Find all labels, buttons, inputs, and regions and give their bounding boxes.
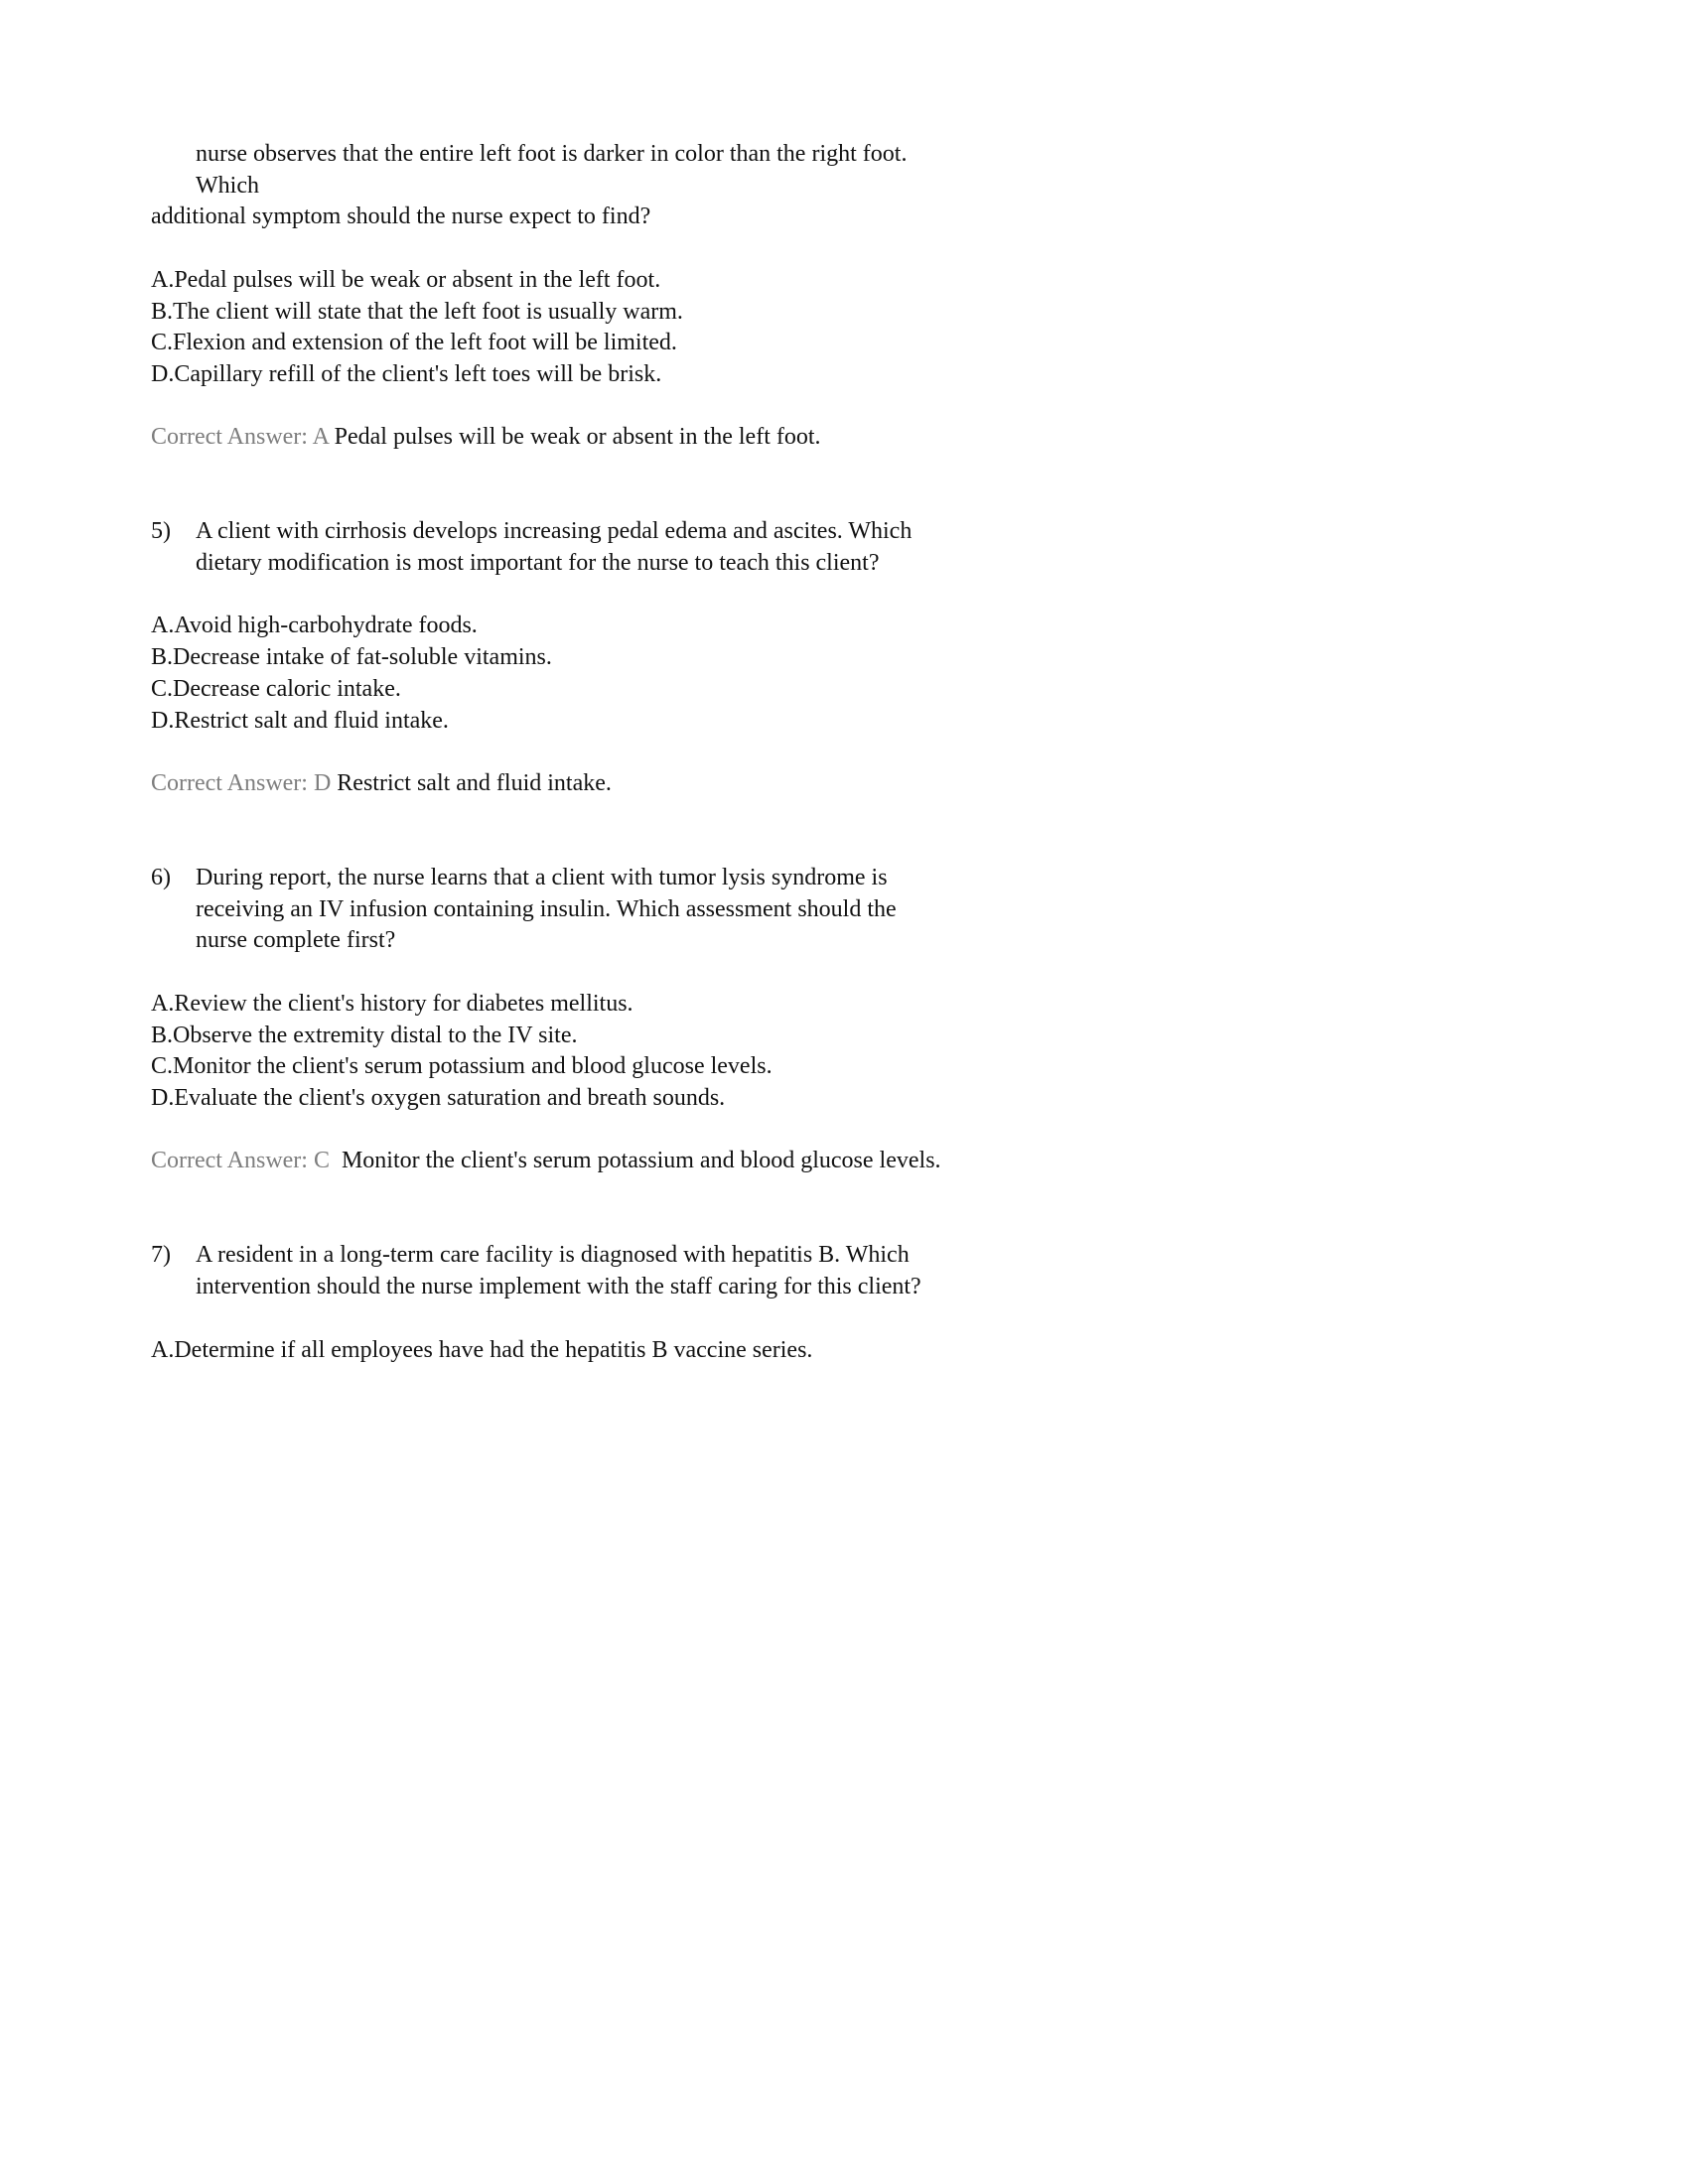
question5-stem (196, 516, 912, 579)
question6-option-a: A.Review the client's history for diabetes mellitus. (151, 990, 633, 1017)
question4-stem-line: Which (196, 172, 259, 199)
question5-option-b: B.Decrease intake of fat-soluble vitamins. (151, 644, 552, 671)
question6 (151, 863, 1539, 957)
question5-answer-line (151, 768, 1539, 800)
question4-option-a: A.Pedal pulses will be weak or absent in the left foot. (151, 266, 661, 293)
question4-option-d: D.Capillary refill of the client's left toes will be brisk. (151, 360, 662, 387)
question7 (151, 1240, 1539, 1302)
question6-option-d: D.Evaluate the client's oxygen saturation and breath sounds. (151, 1084, 726, 1111)
answer-label: Correct Answer: A (151, 424, 329, 451)
question7-stem (196, 1240, 921, 1302)
question5-option-a: A.Avoid high-carbohydrate foods. (151, 613, 478, 639)
answer-label: Correct Answer: C (151, 1148, 330, 1174)
question6-stem-line: nurse complete first? (196, 927, 396, 954)
question4-option-c: C.Flexion and extension of the left foot will be limited. (151, 330, 677, 356)
answer-text: Restrict salt and fluid intake. (337, 769, 612, 796)
question7-number: 7) (151, 1242, 171, 1269)
question7-option-a: A.Determine if all employees have had the hepatitis B vaccine series. (151, 1336, 813, 1363)
question5-option-d: D.Restrict salt and fluid intake. (151, 707, 449, 734)
question6-option-c: C.Monitor the client's serum potassium and blood glucose levels. (151, 1053, 773, 1080)
question6-stem (196, 863, 897, 957)
spacer (151, 1115, 1539, 1147)
question4-stem-line: nurse observes that the entire left foot is darker in color than the right foot. (196, 141, 908, 167)
question6-number: 6) (151, 865, 171, 891)
answer-label: Correct Answer: D (151, 769, 332, 796)
question5-stem-line: A client with cirrhosis develops increasing pedal edema and ascites. Which (196, 518, 913, 545)
spacer (151, 1303, 1539, 1335)
spacer (151, 391, 1539, 423)
spacer (151, 800, 1539, 863)
question6-stem-line: During report, the nurse learns that a client with tumor lysis syndrome is (196, 865, 888, 891)
question5-option-c: C.Decrease caloric intake. (151, 675, 401, 702)
spacer (151, 1177, 1539, 1240)
spacer (151, 454, 1539, 516)
question5-stem-line: dietary modification is most important for the nurse to teach this client? (196, 550, 880, 577)
question4-stem-line: additional symptom should the nurse expect to find? (151, 204, 651, 230)
question6-answer-line (151, 1146, 1539, 1177)
question7-stem-line: intervention should the nurse implement with the staff caring for this client? (196, 1274, 921, 1300)
question6-option-b: B.Observe the extremity distal to the IV site. (151, 1022, 578, 1048)
spacer (151, 233, 1539, 265)
answer-text: Monitor the client's serum potassium and blood glucose levels. (341, 1148, 941, 1174)
answer-text: Pedal pulses will be weak or absent in the left foot. (334, 424, 821, 451)
question5 (151, 516, 1539, 579)
spacer (151, 580, 1539, 612)
question4-option-b: B.The client will state that the left foot is usually warm. (151, 298, 683, 325)
question5-number: 5) (151, 518, 171, 545)
spacer (151, 957, 1539, 989)
spacer (151, 737, 1539, 768)
question6-stem-line: receiving an IV infusion containing insulin. Which assessment should the (196, 895, 897, 922)
question4-answer-line (151, 422, 1539, 454)
question7-stem-line: A resident in a long-term care facility is diagnosed with hepatitis B. Which (196, 1242, 910, 1269)
